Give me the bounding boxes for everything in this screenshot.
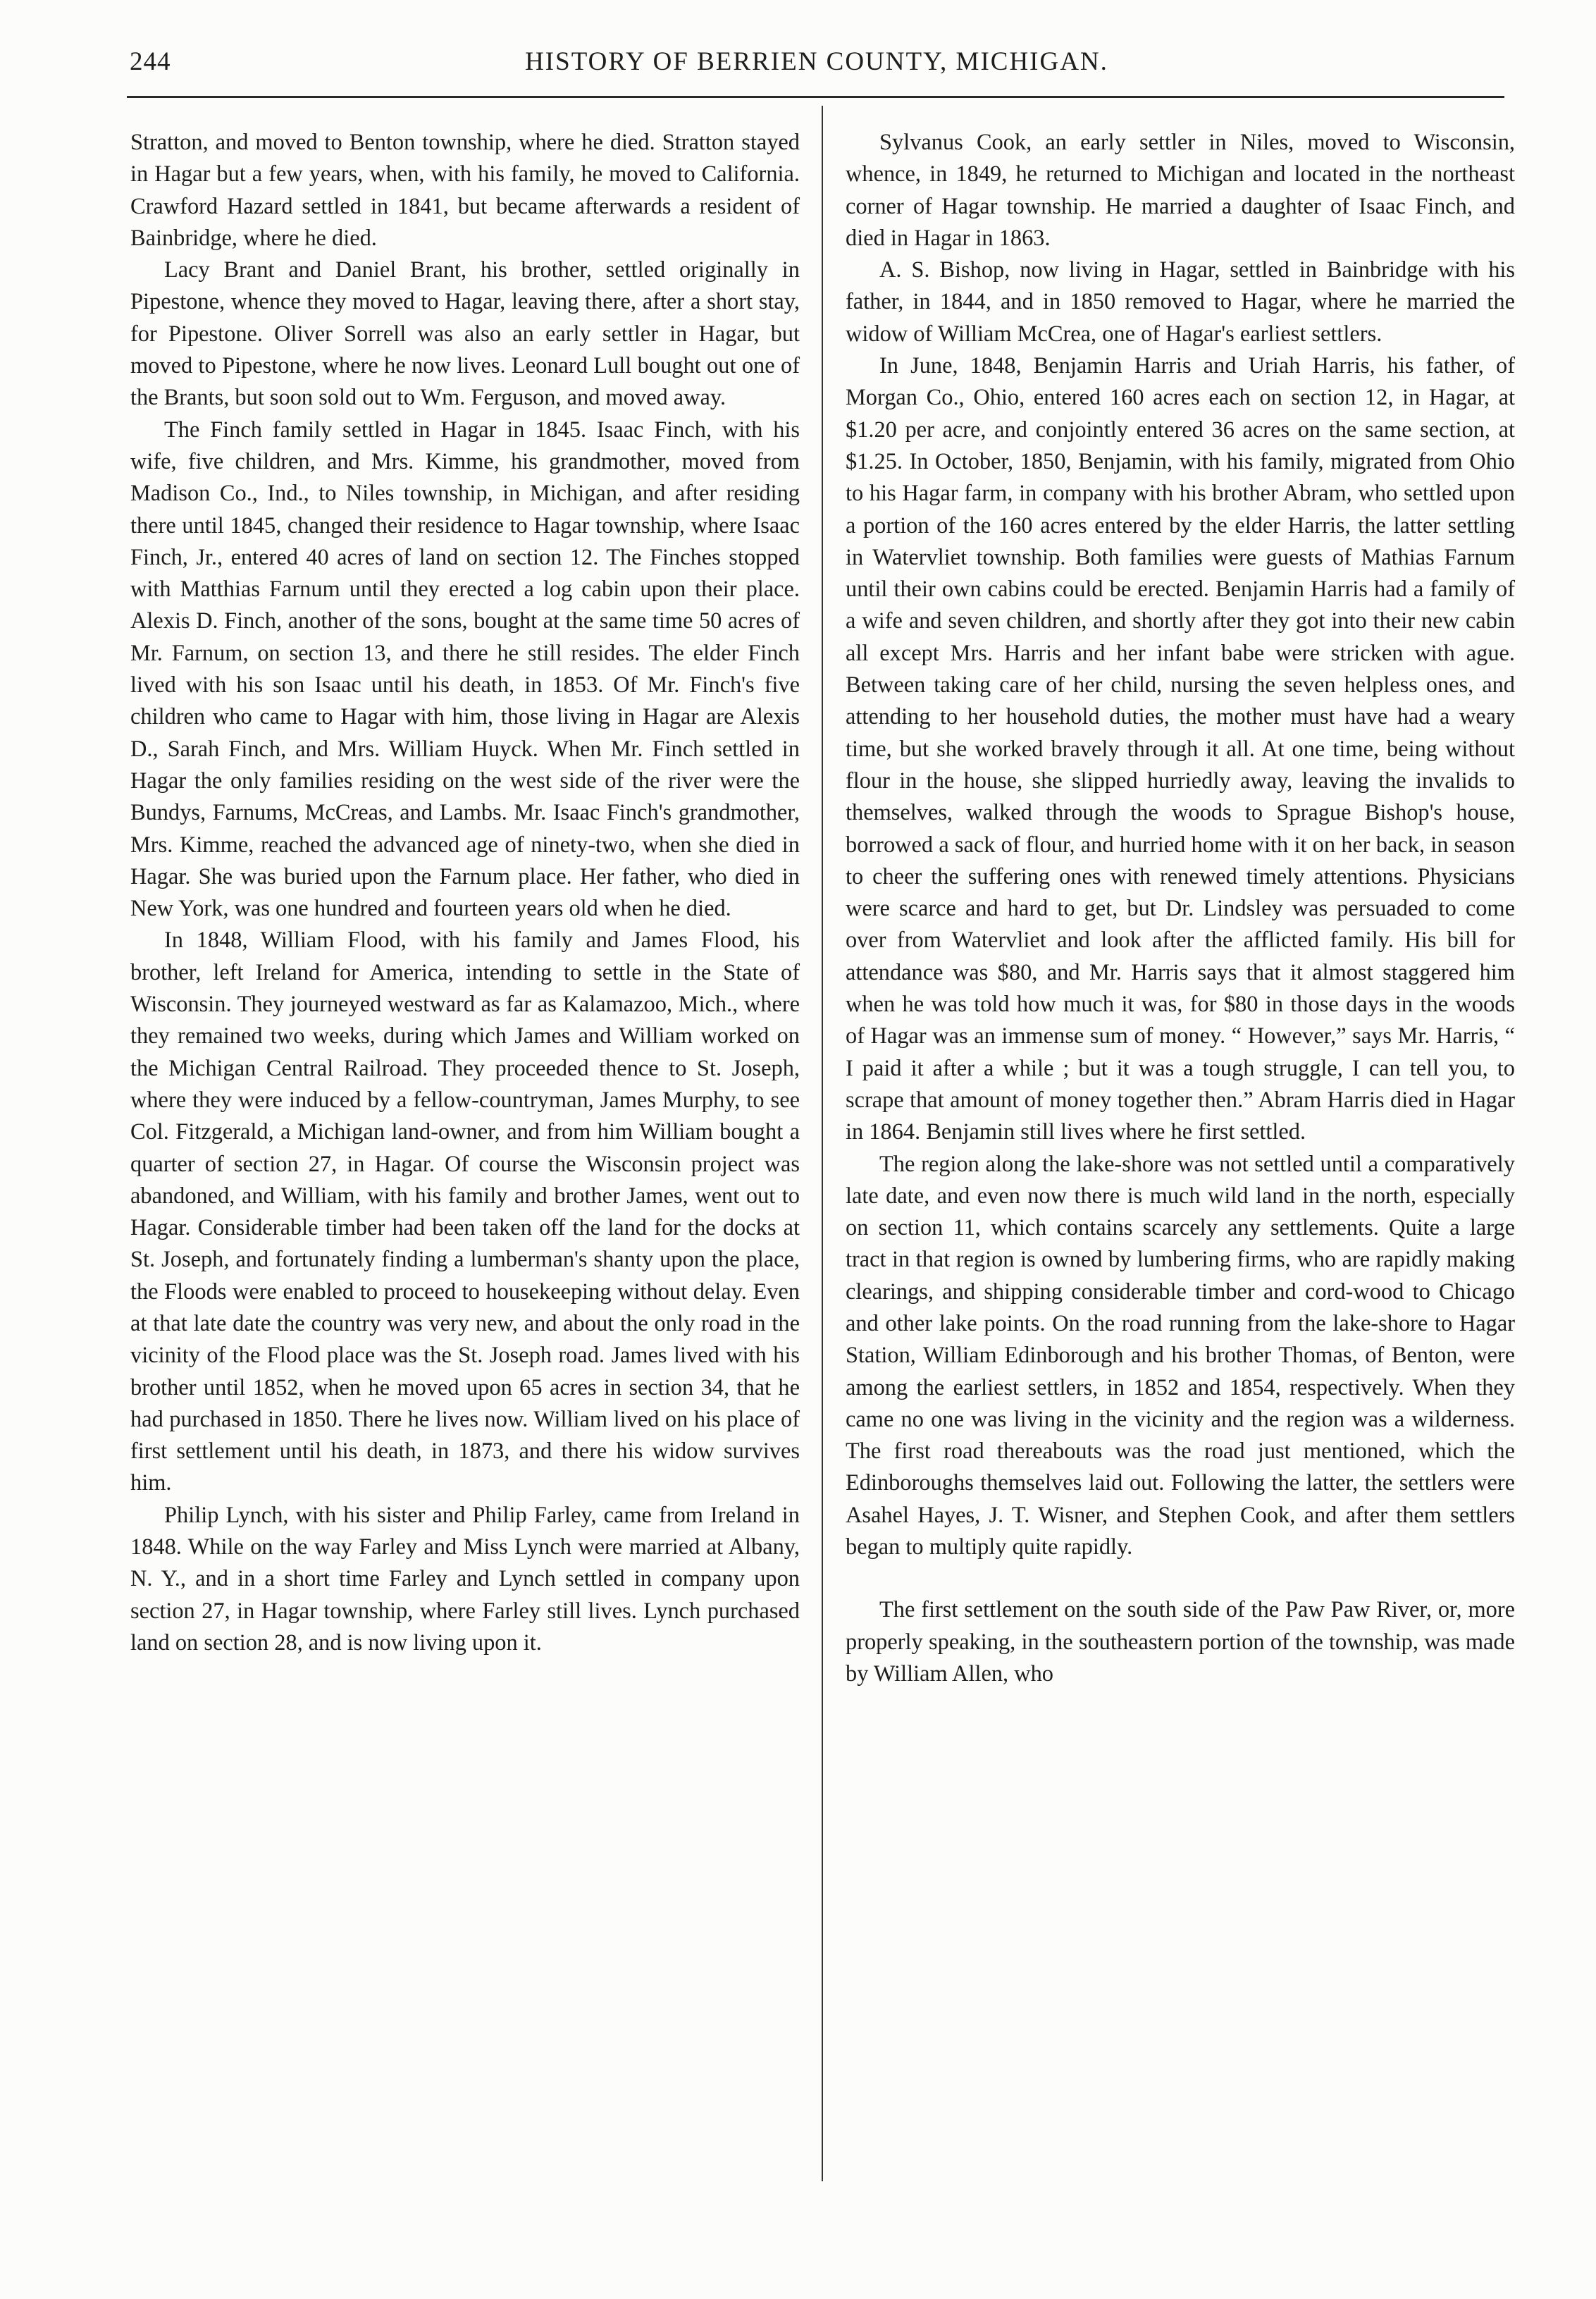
page-header [130,47,1504,82]
left-column [130,127,800,1659]
paragraph: The region along the lake-shore was not settled until a comparatively late date, and even now there is much wild land in the north, especially on section 11, which contains scarcely any settlements. Quite a large tract in that region is owned by lumbering firms, who are rapidly making clearings, and shipping considerable timber and cord-wood to Chicago and other lake points. On the road running from the lake-shore to Hagar Station, William Edinborough and his brother Thomas, of Benton, were among the earliest settlers, in 1852 and 1854, respectively. When they came no one was living in the vicinity and the region was a wilderness. The first road thereabouts was the road just mentioned, which the Edinboroughs themselves laid out. Following the latter, the settlers were Asahel Hayes, J. T. Wisner, and Stephen Cook, and after them settlers began to multiply quite rapidly. [846,1151,1515,1560]
paragraph: Philip Lynch, with his sister and Philip Farley, came from Ireland in 1848. While on the way Farley and Miss Lynch were married at Albany, N. Y., and in a short time Farley and Lynch settled in company upon section 27, in Hagar township, where Farley still lives. Lynch purchased land on section 28, and is now living upon it. [130,1502,800,1656]
paragraph: Stratton, and moved to Benton township, where he died. Stratton stayed in Hagar but a few years, when, with his family, he moved to California. Crawford Hazard settled in 1841, but became afterwards a resident of Bainbridge, where he died. [130,130,800,251]
right-column [846,127,1515,1690]
paragraph: Lacy Brant and Daniel Brant, his brother, settled originally in Pipestone, whence they moved to Hagar, leaving there, after a short stay, for Pipestone. Oliver Sorrell was also an early settler in Hagar, but moved to Pipestone, where he now lives. Leonard Lull bought out one of the Brants, but soon sold out to Wm. Ferguson, and moved away. [130,257,800,411]
paragraph: In 1848, William Flood, with his family and James Flood, his brother, left Ireland for America, intending to settle in the State of Wisconsin. They journeyed westward as far as Kalamazoo, Mich., where they remained two weeks, during which James and William worked on the Michigan Central Railroad. They proceeded thence to St. Joseph, where they were induced by a fellow-countryman, James Murphy, to see Col. Fitzgerald, a Michigan land-owner, and from him William bought a quarter of section 27, in Hagar. Of course the Wisconsin project was abandoned, and William, with his family and brother James, went out to Hagar. Considerable timber had been taken off the land for the docks at St. Joseph, and fortunately finding a lumberman's shanty upon the place, the Floods were enabled to proceed to housekeeping without delay. Even at that late date the country was very new, and about the only road in the vicinity of the Flood place was the St. Joseph road. James lived with his brother until 1852, when he moved upon 65 acres in section 34, that he had purchased in 1850. There he lives now. William lived on his place of first settlement until his death, in 1873, and there his widow survives him. [130,927,800,1496]
page-number: 244 [130,47,171,76]
paragraph: The first settlement on the south side of the Paw Paw River, or, more properly speaking, in the southeastern portion of the township, was made by William Allen, who [846,1597,1515,1687]
running-title: HISTORY OF BERRIEN COUNTY, MICHIGAN. [525,47,1108,76]
header-rule [127,96,1504,98]
paragraph: The Finch family settled in Hagar in 1845. Isaac Finch, with his wife, five children, and Mrs. Kimme, his grandmother, moved from Madison Co., Ind., to Niles township, in Michigan, and after residing there until 1845, changed their residence to Hagar township, where Isaac Finch, Jr., entered 40 acres of land on section 12. The Finches stopped with Matthias Farnum until they erected a log cabin upon their place. Alexis D. Finch, another of the sons, bought at the same time 50 acres of Mr. Farnum, on section 13, and there he still resides. The elder Finch lived with his son Isaac until his death, in 1853. Of Mr. Finch's five children who came to Hagar with him, those living in Hagar are Alexis D., Sarah Finch, and Mrs. William Huyck. When Mr. Finch settled in Hagar the only families residing on the west side of the river were the Bundys, Farnums, McCreas, and Lambs. Mr. Isaac Finch's grandmother, Mrs. Kimme, reached the advanced age of ninety-two, when she died in Hagar. She was buried upon the Farnum place. Her father, who died in New York, was one hundred and fourteen years old when he died. [130,417,800,922]
paragraph: In June, 1848, Benjamin Harris and Uriah Harris, his father, of Morgan Co., Ohio, entered 160 acres each on section 12, in Hagar, at $1.20 per acre, and conjointly entered 36 acres on the same section, at $1.25. In October, 1850, Benjamin, with his family, migrated from Ohio to his Hagar farm, in company with his brother Abram, who settled upon a portion of the 160 acres entered by the elder Harris, the latter settling in Watervliet township. Both families were guests of Mathias Farnum until their own cabins could be erected. Benjamin Harris had a family of a wife and seven children, and shortly after they got into their new cabin all except Mrs. Harris and her infant babe were stricken with ague. Between taking care of her child, nursing the seven helpless ones, and attending to her household duties, the mother must have had a weary time, but she worked bravely through it all. At one time, being without flour in the house, she slipped hurriedly away, leaving the invalids to themselves, walked through the woods to Sprague Bishop's house, borrowed a sack of flour, and hurried home with it on her back, in season to cheer the suffering ones with renewed timely attentions. Physicians were scarce and hard to get, but Dr. Lindsley was persuaded to come over from Watervliet and look after the afflicted family. His bill for attendance was $80, and Mr. Harris says that it almost staggered him when he was told how much it was, for $80 in those days in the woods of Hagar was an immense sum of money. “ However,” says Mr. Harris, “ I paid it after a while ; but it was a tough struggle, I can tell you, to scrape that amount of money together then.” Abram Harris died in Hagar in 1864. Benjamin still lives where he first settled. [846,353,1515,1145]
column-divider [822,106,823,2181]
paragraph: Sylvanus Cook, an early settler in Niles, moved to Wisconsin, whence, in 1849, he returned to Michigan and located in the northeast corner of Hagar township. He married a daughter of Isaac Finch, and died in Hagar in 1863. [846,130,1515,251]
paragraph: A. S. Bishop, now living in Hagar, settled in Bainbridge with his father, in 1844, and in 1850 removed to Hagar, where he married the widow of William McCrea, one of Hagar's earliest settlers. [846,257,1515,347]
